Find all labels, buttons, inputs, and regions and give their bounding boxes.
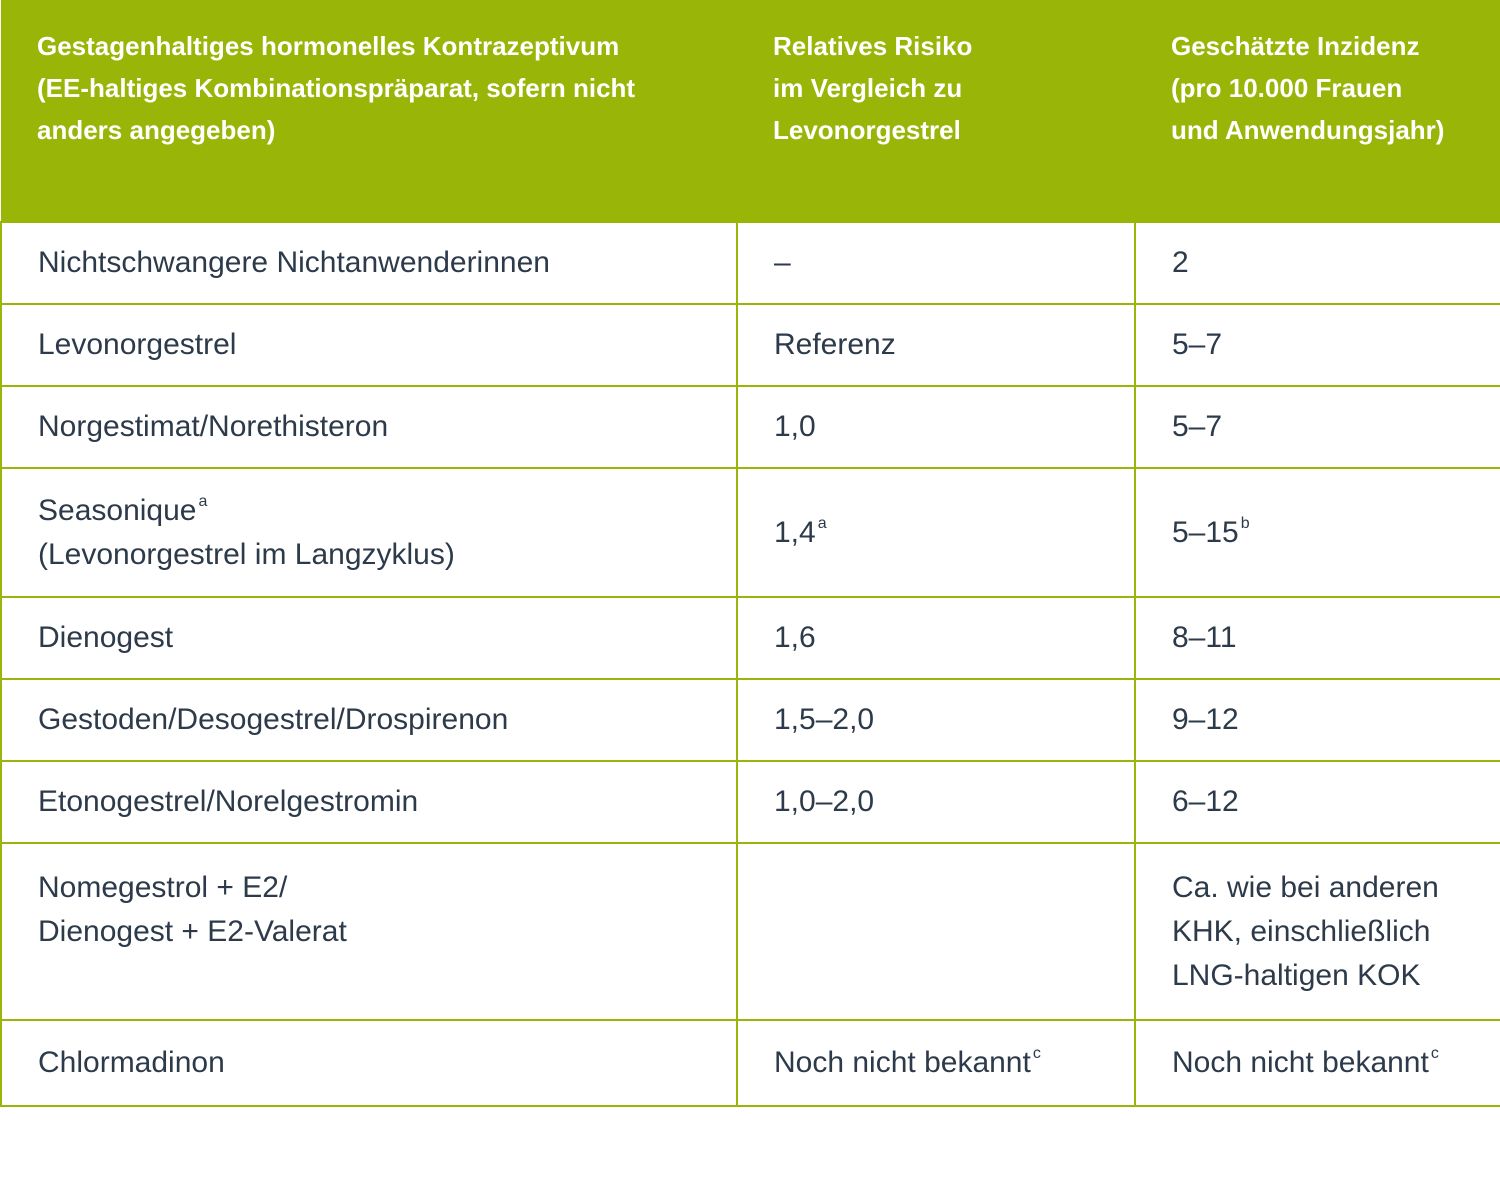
header-text-line: Gestagenhaltiges hormonelles Kontrazeptivum bbox=[37, 31, 620, 61]
cell-text: 1,4 bbox=[774, 515, 816, 549]
cell-incidence bbox=[1135, 1020, 1500, 1106]
header-contraceptive bbox=[1, 0, 737, 222]
table-row bbox=[1, 597, 1500, 679]
cell-relative-risk bbox=[737, 1020, 1135, 1106]
table-row bbox=[1, 304, 1500, 386]
cell-incidence: 8–11 bbox=[1135, 597, 1500, 679]
header-text-line: Levonorgestrel bbox=[773, 115, 961, 145]
cell-text: Noch nicht bekannt bbox=[774, 1046, 1031, 1079]
table-header bbox=[1, 0, 1500, 222]
cell-incidence: 9–12 bbox=[1135, 679, 1500, 761]
cell-contraceptive: Dienogest bbox=[1, 597, 737, 679]
cell-relative-risk: 1,0 bbox=[737, 386, 1135, 468]
header-text-line: und Anwendungsjahr) bbox=[1171, 115, 1445, 145]
cell-contraceptive: Chlormadinon bbox=[1, 1020, 737, 1106]
header-text-line: im Vergleich zu bbox=[773, 73, 963, 103]
cell-text-line: LNG-haltigen KOK bbox=[1172, 959, 1421, 992]
table-row bbox=[1, 468, 1500, 597]
footnote-marker: b bbox=[1240, 514, 1250, 532]
header-row bbox=[1, 0, 1500, 222]
cell-relative-risk: 1,5–2,0 bbox=[737, 679, 1135, 761]
cell-relative-risk: 1,6 bbox=[737, 597, 1135, 679]
header-relative-risk bbox=[737, 0, 1135, 222]
header-text-line: Relatives Risiko bbox=[773, 31, 973, 61]
cell-text-line: Dienogest + E2-Valerat bbox=[38, 915, 347, 948]
header-text-line: Geschätzte Inzidenz bbox=[1171, 31, 1420, 61]
cell-incidence: 5–7 bbox=[1135, 386, 1500, 468]
cell-contraceptive: Nichtschwangere Nichtanwenderinnen bbox=[1, 222, 737, 304]
footnote-marker: c bbox=[1032, 1045, 1041, 1062]
cell-incidence bbox=[1135, 843, 1500, 1020]
header-text-line: (EE-haltiges Kombinationspräparat, sofern nicht bbox=[37, 73, 636, 103]
cell-text: Seasonique bbox=[38, 493, 197, 527]
table-row bbox=[1, 386, 1500, 468]
footnote-marker: a bbox=[817, 514, 827, 532]
cell-text-line: (Levonorgestrel im Langzyklus) bbox=[38, 537, 455, 571]
cell-contraceptive: Norgestimat/Norethisteron bbox=[1, 386, 737, 468]
cell-text-line: Nomegestrol + E2/ bbox=[38, 871, 288, 904]
cell-incidence: 6–12 bbox=[1135, 761, 1500, 843]
cell-contraceptive: Etonogestrel/Norelgestromin bbox=[1, 761, 737, 843]
cell-incidence: 5–7 bbox=[1135, 304, 1500, 386]
cell-incidence bbox=[1135, 468, 1500, 597]
cell-relative-risk bbox=[737, 843, 1135, 1020]
table-row bbox=[1, 679, 1500, 761]
table-row bbox=[1, 222, 1500, 304]
header-text-line: anders angegeben) bbox=[37, 115, 276, 145]
cell-contraceptive bbox=[1, 843, 737, 1020]
table-row bbox=[1, 761, 1500, 843]
cell-text: 5–15 bbox=[1172, 515, 1239, 549]
cell-contraceptive: Levonorgestrel bbox=[1, 304, 737, 386]
table-row bbox=[1, 843, 1500, 1020]
cell-text: Noch nicht bekannt bbox=[1172, 1046, 1429, 1079]
cell-relative-risk bbox=[737, 468, 1135, 597]
footnote-marker: a bbox=[198, 492, 208, 510]
footnote-marker: c bbox=[1430, 1045, 1439, 1062]
cell-relative-risk: Referenz bbox=[737, 304, 1135, 386]
cell-incidence: 2 bbox=[1135, 222, 1500, 304]
table-body bbox=[1, 222, 1500, 1106]
cell-contraceptive: Gestoden/Desogestrel/Drospirenon bbox=[1, 679, 737, 761]
cell-text-line: KHK, einschließlich bbox=[1172, 915, 1431, 948]
cell-relative-risk: – bbox=[737, 222, 1135, 304]
header-text-line: (pro 10.000 Frauen bbox=[1171, 73, 1403, 103]
cell-contraceptive bbox=[1, 468, 737, 597]
cell-relative-risk: 1,0–2,0 bbox=[737, 761, 1135, 843]
header-incidence bbox=[1135, 0, 1500, 222]
table-row bbox=[1, 1020, 1500, 1106]
cell-text-line bbox=[38, 489, 716, 533]
cell-text-line: Ca. wie bei anderen bbox=[1172, 871, 1439, 904]
